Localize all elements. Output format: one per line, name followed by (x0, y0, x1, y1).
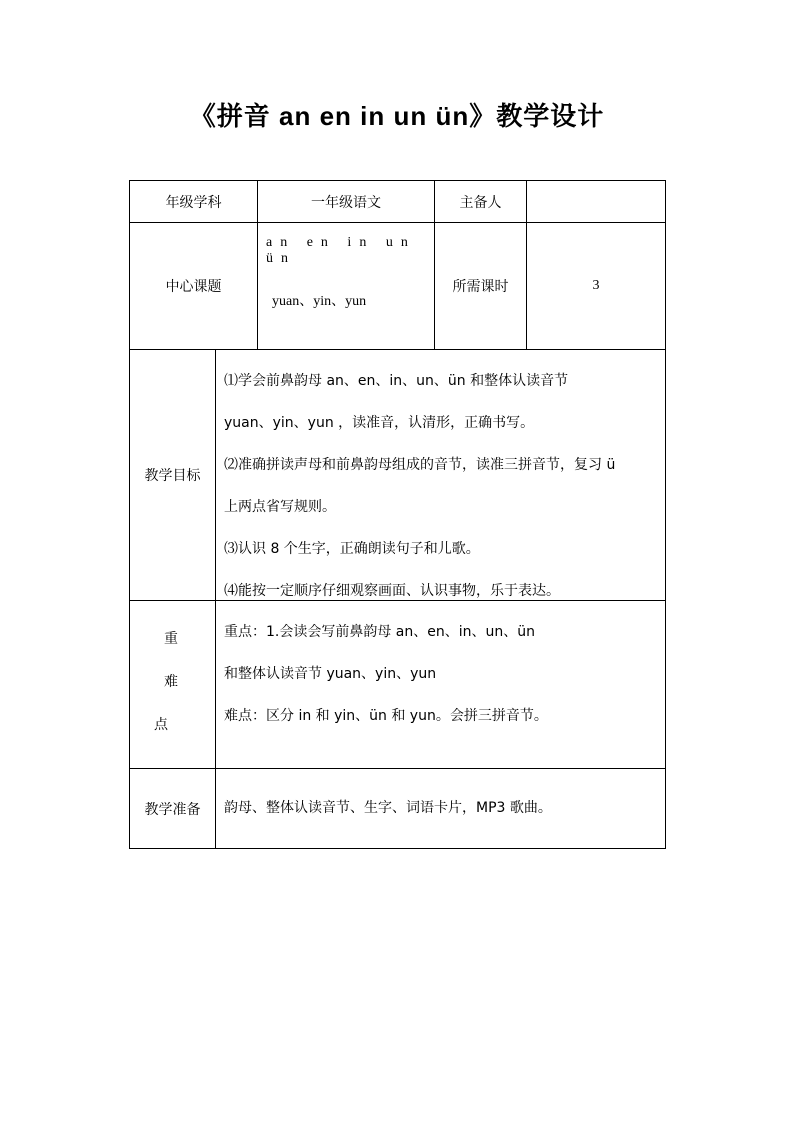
title-suffix: 》教学设计 (469, 102, 605, 132)
lead-teacher-label: 主备人 (434, 181, 526, 222)
document-title (0, 96, 794, 133)
grade-subject-value: 一年级语文 (257, 181, 434, 222)
prep-value: 韵母、整体认读音节、生字、词语卡片，MP3 歌曲。 (215, 769, 665, 848)
goal-line: ⑴学会前鼻韵母 an、en、in、un、ün 和整体认读音节 (224, 373, 569, 389)
goal-line: ⑵准确拼读声母和前鼻韵母组成的音节，读准三拼音节，复习 ü (224, 457, 616, 473)
goals-label: 教学目标 (144, 468, 201, 484)
hours-label: 所需课时 (434, 223, 526, 349)
topic-line-1: an en in un ün (266, 235, 416, 266)
focus-label-char: 难 (164, 674, 178, 690)
goal-line: 上两点省写规则。 (224, 499, 336, 515)
title-prefix: 《拼音 (189, 102, 271, 132)
prep-label: 教学准备 (144, 801, 201, 818)
topic-label: 中心课题 (165, 279, 222, 295)
table-row-grade (130, 181, 665, 222)
focus-content (215, 601, 665, 768)
goal-line: ⑷能按一定顺序仔细观察画面、认识事物，乐于表达。 (224, 583, 560, 599)
title-latin: an en in un ün (270, 101, 470, 131)
hours-value: 3 (526, 223, 665, 349)
grade-subject-label: 年级学科 (165, 194, 222, 211)
table-row-topic (130, 222, 665, 349)
goal-line: yuan、yin、yun ，读准音，认清形，正确书写。 (224, 415, 535, 431)
table-row-prep (130, 768, 665, 848)
topic-line-2: yuan、yin、yun (272, 294, 367, 309)
focus-line: 重点：1.会读会写前鼻韵母 an、en、in、un、ün (224, 624, 536, 640)
focus-label (130, 601, 215, 768)
focus-label-char: 重 (164, 631, 178, 647)
lesson-plan-table (129, 180, 666, 849)
topic-value (257, 223, 434, 349)
focus-label-char: 点 (154, 717, 168, 733)
goal-line: ⑶认识 8 个生字，正确朗读句子和儿歌。 (224, 541, 480, 557)
table-row-focus (130, 600, 665, 768)
focus-line: 和整体认读音节 yuan、yin、yun (224, 666, 437, 682)
focus-line: 难点：区分 in 和 yin、ün 和 yun。会拼三拼音节。 (224, 708, 548, 724)
table-row-goals (130, 349, 665, 600)
goals-content (215, 350, 665, 600)
lead-teacher-value (526, 181, 665, 222)
